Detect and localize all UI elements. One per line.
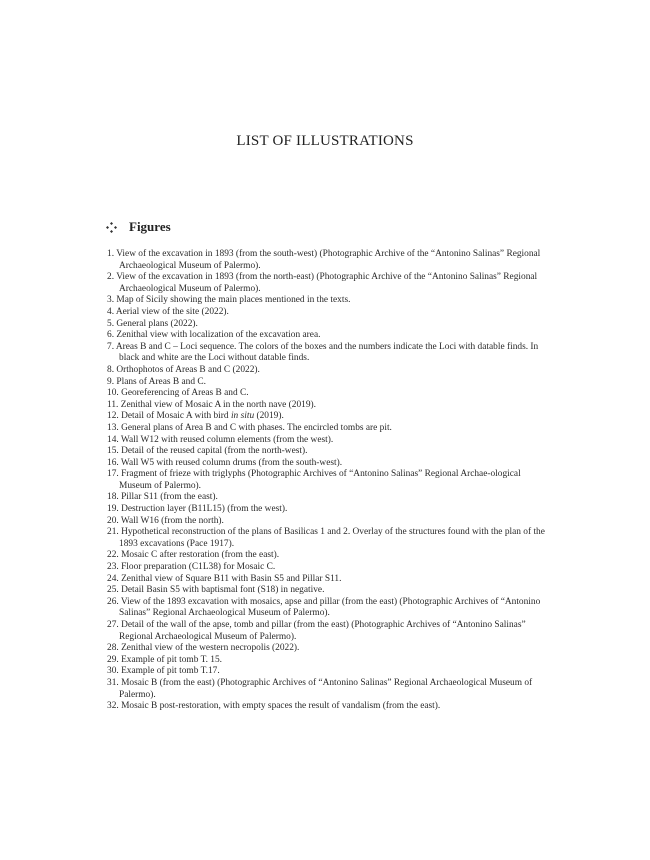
figure-number: 20. xyxy=(107,515,119,526)
figure-number: 18. xyxy=(107,492,119,503)
figure-caption: Map of Sicily showing the main places mentioned in the texts. xyxy=(116,295,351,306)
figure-number: 11. xyxy=(107,399,119,410)
figure-caption: Detail of the reused capital (from the north-west). xyxy=(121,446,308,457)
figure-caption: Detail of Mosaic A with bird xyxy=(121,411,231,422)
figure-number: 25. xyxy=(107,585,119,596)
figure-caption: View of the excavation in 1893 (from the south-west) (Photographic Archive of the “Antonino Salinas” Regional Archaeological Museum of Palermo). xyxy=(116,249,541,271)
figure-caption: Zenithal view of the western necropolis (2022). xyxy=(121,643,300,654)
figure-number: 21. xyxy=(107,527,119,538)
figure-list-item xyxy=(107,620,553,643)
figure-list-item xyxy=(107,365,553,377)
figure-number: 23. xyxy=(107,562,119,573)
figure-caption: Fragment of frieze with triglyphs (Photographic Archives of “Antonino Salinas” Regional Archae-ological Museum of Palermo). xyxy=(119,469,521,491)
page-title: LIST OF ILLUSTRATIONS xyxy=(236,133,414,149)
four-diamond-bullet-icon xyxy=(106,222,117,233)
figure-number: 13. xyxy=(107,422,119,433)
figure-list-item xyxy=(107,458,553,470)
figure-caption: Zenithal view of Square B11 with Basin S5 and Pillar S11. xyxy=(121,573,342,584)
figure-number: 27. xyxy=(107,620,119,630)
figure-number: 16. xyxy=(107,457,119,468)
figure-list-item xyxy=(107,574,553,586)
figure-list-item xyxy=(107,377,553,389)
figure-list-item xyxy=(107,666,553,678)
figure-caption: Aerial view of the site (2022). xyxy=(115,306,229,317)
figure-list-item xyxy=(107,319,553,331)
figure-list-item xyxy=(107,307,553,319)
figure-list-item xyxy=(107,597,553,620)
figure-number: 1. xyxy=(107,249,115,259)
figure-number: 2. xyxy=(107,272,115,283)
figure-number: 6. xyxy=(107,330,115,341)
figure-list-item xyxy=(107,492,553,504)
figure-list-item xyxy=(107,423,553,435)
figure-number: 9. xyxy=(107,376,115,387)
figure-list-item xyxy=(107,516,553,528)
figure-caption: Floor preparation (C1L38) for Mosaic C. xyxy=(121,562,276,573)
figure-number: 7. xyxy=(107,341,115,352)
figure-number: 3. xyxy=(107,295,115,306)
figures-list xyxy=(107,249,553,713)
figure-caption: Wall W16 (from the north). xyxy=(120,515,224,526)
figure-number: 31. xyxy=(107,677,119,688)
figure-list-item xyxy=(107,701,553,713)
figure-caption: Wall W12 with reused column elements (from the west). xyxy=(120,434,334,445)
figure-caption-tail: (2019). xyxy=(254,411,284,422)
section-heading xyxy=(106,219,171,235)
figure-number: 4. xyxy=(107,306,115,317)
figure-caption: Mosaic B (from the east) (Photographic Archives of “Antonino Salinas” Regional Archaeological Museum of Palermo). xyxy=(119,677,533,700)
figure-list-item xyxy=(107,643,553,655)
figure-number: 12. xyxy=(107,411,119,422)
figure-caption: Areas B and C – Loci sequence. The colors of the boxes and the numbers indicate the Loci with datable finds. In black and white are the Loci without datable finds. xyxy=(115,341,539,364)
figure-caption: Destruction layer (B11L15) (from the west). xyxy=(121,504,288,515)
figure-list-item xyxy=(107,550,553,562)
figure-list-item xyxy=(107,388,553,400)
figure-number: 15. xyxy=(107,446,119,457)
figure-caption: Plans of Areas B and C. xyxy=(116,376,206,387)
figure-caption: Hypothetical reconstruction of the plans of Basilicas 1 and 2. Overlay of the structures found with the plan of the 1893 excavations (Pace 1917). xyxy=(119,527,545,549)
figure-caption-italic: in situ xyxy=(230,411,255,422)
figure-number: 30. xyxy=(107,666,119,677)
figure-caption: Wall W5 with reused column drums (from the south-west). xyxy=(120,457,343,468)
figure-caption: Zenithal view of Mosaic A in the north nave (2019). xyxy=(120,399,316,410)
figure-list-item xyxy=(107,504,553,516)
figure-caption: Zenithal view with localization of the excavation area. xyxy=(116,330,321,341)
section-heading-label: Figures xyxy=(129,219,171,234)
figure-number: 22. xyxy=(107,550,119,561)
figure-list-item xyxy=(107,342,553,365)
figure-list-item xyxy=(107,330,553,342)
figure-number: 28. xyxy=(107,643,119,654)
figure-list-item xyxy=(107,585,553,597)
figure-list-item xyxy=(107,249,553,272)
figure-caption: Example of pit tomb T. 15. xyxy=(121,654,223,665)
figure-number: 5. xyxy=(107,318,115,329)
figure-caption: Mosaic B post-restoration, with empty spaces the result of vandalism (from the east). xyxy=(121,701,441,712)
figure-caption: Pillar S11 (from the east). xyxy=(121,492,218,503)
figure-caption: Mosaic C after restoration (from the east). xyxy=(121,550,280,561)
figure-caption: Detail Basin S5 with baptismal font (S18) in negative. xyxy=(121,585,325,596)
figure-number: 8. xyxy=(107,364,115,375)
figure-caption: Orthophotos of Areas B and C (2022). xyxy=(116,364,260,375)
figure-list-item xyxy=(107,272,553,295)
figure-list-item xyxy=(107,527,553,550)
figure-list-item xyxy=(107,655,553,667)
figure-caption: General plans (2022). xyxy=(116,318,198,329)
figure-list-item xyxy=(107,411,553,423)
figure-number: 26. xyxy=(107,596,119,607)
figure-list-item xyxy=(107,562,553,574)
figure-list-item xyxy=(107,435,553,447)
figure-number: 19. xyxy=(107,504,119,515)
figure-caption: View of the 1893 excavation with mosaics, apse and pillar (from the east) (Photographic Archives of “Antonino Salinas” Regional Archaeological Museum of Palermo). xyxy=(119,596,541,619)
figure-number: 10. xyxy=(107,388,119,399)
figure-caption: View of the excavation in 1893 (from the north-east) (Photographic Archive of the “Antonino Salinas” Regional Archaeological Museum of Palermo). xyxy=(116,272,538,294)
figure-number: 17. xyxy=(107,469,119,480)
figure-list-item xyxy=(107,446,553,458)
figure-number: 14. xyxy=(107,434,119,445)
figure-list-item xyxy=(107,678,553,701)
figure-list-item xyxy=(107,295,553,307)
figure-list-item xyxy=(107,469,553,492)
figure-list-item xyxy=(107,400,553,412)
figure-caption: Example of pit tomb T.17. xyxy=(121,666,220,677)
figure-number: 29. xyxy=(107,654,119,665)
figure-number: 32. xyxy=(107,701,119,712)
figure-caption: Detail of the wall of the apse, tomb and pillar (from the east) (Photographic Archives of “Antonino Salinas” Regional Archaeological Museum of Palermo). xyxy=(119,620,526,642)
figure-caption: Georeferencing of Areas B and C. xyxy=(121,388,249,399)
figure-number: 24. xyxy=(107,573,119,584)
figure-caption: General plans of Area B and C with phases. The encircled tombs are pit. xyxy=(121,422,392,433)
